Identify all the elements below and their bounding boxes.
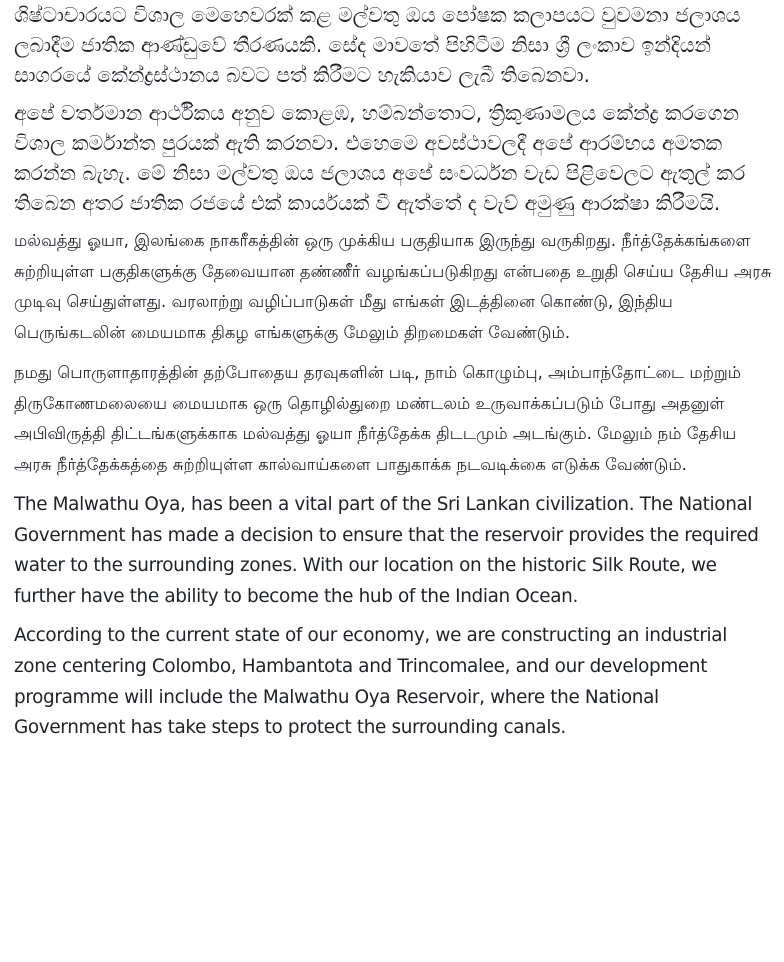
tamil-paragraph-1: மல்வத்து ஓயா, இலங்கை நாகரீகத்தின் ஒரு முக்கிய பகுதியாக இருந்து வருகிறது. நீர்த்தேக்கங்களை சுற்றியுள்ள பகுதிகளுக்கு தேவையான தண்ணீர் வழங்கப்படுகிறது என்பதை உறுதி செய்ய தேசிய அரசு முடிவு செய்துள்ளது. வரலாற்று வழிப்பாடுகள் மீது எங்கள் இடத்தினை கொண்டு, இந்திய பெருங்கடலின் மையமாக திகழ எங்களுக்கு மேலும் திறமைகள் வேண்டும். <box>14 231 772 342</box>
english-paragraph-1: The Malwathu Oya, has been a vital part of the Sri Lankan civilization. The National Government has made a decision to ensure that the reservoir provides the required water to the surrounding zones. With our location on the historic Silk Route, we further have the ability to become the hub of the Indian Ocean. <box>14 494 759 607</box>
english-section <box>14 490 772 744</box>
english-paragraph-2: According to the current state of our economy, we are constructing an industrial zone centering Colombo, Hambantota and Trincomalee, and our development programme will include the Malwathu Oya Reservoir, where the National Government has take steps to protect the surrounding canals. <box>14 625 727 739</box>
tamil-section <box>14 226 772 480</box>
tamil-paragraph-2: நமது பொருளாதாரத்தின் தற்போதைய தரவுகளின் படி, நாம் கொழும்பு, அம்பாந்தோட்டை மற்றும் திருகோணமலையை மையமாக ஒரு தொழில்துறை மண்டலம் உருவாக்கப்படும் போது அதனுள் அபிவிருத்தி திட்டங்களுக்காக மல்வத்து ஓயா நீர்த்தேக்க திடடமும் அடங்கும். மேலும் நம் தேசிய அரசு நீர்த்தேக்கத்தை சுற்றியுள்ள கால்வாய்களை பாதுகாக்க நடவடிக்கை எடுக்க வேண்டும். <box>14 363 742 474</box>
sinhala-paragraph-1: ශිෂ්ටාචාරයට විශාල මෙහෙවරක් කළ මල්වතු ඔය පෝෂක කලාපයට වුවමනා ජලාශය ලබාදීම ජාතික ආණ්ඩුවේ තීරණයකි. සේද මාවතේ පිහිටීම නිසා ශ්‍රී ලංකාව ඉන්දියන් සාගරයේ කේන්ද්‍රස්ථානය බවට පත් කිරීමට හැකියාව ලැබී තිබෙනවා. <box>14 3 741 87</box>
sinhala-paragraph-2: අපේ වර්තමාන ආර්ථිකය අනුව කොළඹ, හම්බන්තොට, ත්‍රිකුණාමලය කේන්ද්‍ර කරගෙන විශාල කර්මාන්ත පුරයක් ඇති කරනවා. එහෙමෙ අවස්ථාවලදී අපේ ආරම්භය අමතක කරන්න බැහැ. මේ නිසා මල්වතු ඔය ජලාශය අපේ සංවර්ධන වැඩ පිළිවෙලට ඇතුල් කර තිබෙන අතර ජාතික රජයේ එක් කාර්යයක් වී ඇත්තේ ද වැව් අමුණු ආරක්ෂා කිරීමයි. <box>14 101 746 215</box>
post-body <box>14 0 772 962</box>
sinhala-section <box>14 0 772 218</box>
